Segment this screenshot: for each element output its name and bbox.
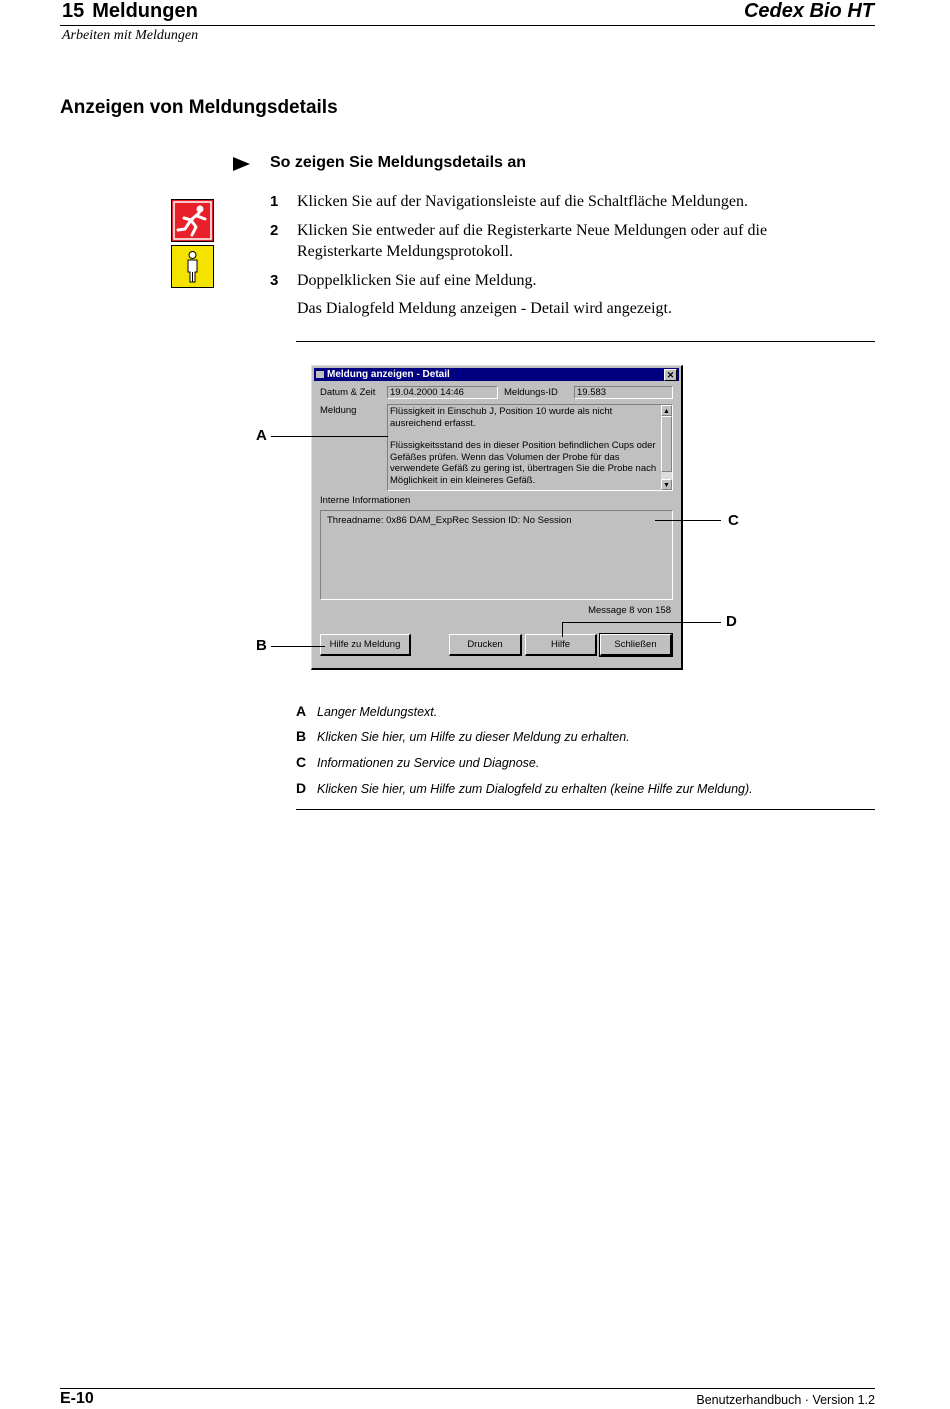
date-label: Datum & Zeit	[320, 387, 376, 398]
page-number: E-10	[60, 1390, 94, 1407]
product-name: Cedex Bio HT	[743, 0, 874, 22]
message-label: Meldung	[320, 405, 357, 416]
legend-key: D	[296, 780, 307, 796]
step-number: 1	[270, 193, 279, 210]
help-button[interactable]: Hilfe	[525, 634, 597, 656]
step-3	[270, 270, 830, 291]
message-text-box[interactable]	[387, 404, 673, 491]
legend-item-c	[296, 754, 539, 770]
step-1	[270, 191, 830, 212]
legend-text: Informationen zu Service und Diagnose.	[317, 756, 540, 770]
callout-b-line	[271, 646, 325, 647]
message-id-field: 19.583	[574, 386, 673, 399]
legend-text: Langer Meldungstext.	[317, 705, 438, 719]
legend-key: B	[296, 728, 307, 744]
close-icon[interactable]: ✕	[664, 369, 677, 381]
legend-text: Klicken Sie hier, um Hilfe zu dieser Meldung zu erhalten.	[317, 730, 630, 744]
legend-item-a	[296, 703, 437, 719]
legend-key: C	[296, 754, 307, 770]
figure-top-rule	[296, 341, 875, 342]
message-scrollbar[interactable]	[661, 405, 672, 490]
procedure-title: So zeigen Sie Meldungsdetails an	[270, 154, 527, 171]
scroll-down-icon[interactable]: ▼	[661, 479, 672, 490]
person-icon	[171, 245, 214, 288]
legend-item-d	[296, 780, 753, 796]
callout-d: D	[726, 613, 737, 630]
footer-rule	[60, 1388, 875, 1389]
section-title: Anzeigen von Meldungsdetails	[60, 97, 338, 118]
chapter-number: 15	[62, 0, 85, 22]
internal-info-box[interactable]	[320, 510, 673, 600]
legend-key: A	[296, 703, 307, 719]
window-menu-icon[interactable]	[316, 371, 324, 378]
internal-info-text: Threadname: 0x86 DAM_ExpRec Session ID: No Session	[327, 515, 572, 526]
legend-text: Klicken Sie hier, um Hilfe zum Dialogfeld zu erhalten (keine Hilfe zur Meldung).	[317, 782, 753, 796]
dialog-titlebar[interactable]	[314, 368, 679, 381]
step-2	[270, 220, 830, 262]
callout-a: A	[256, 427, 267, 444]
close-button[interactable]: Schließen	[600, 634, 672, 656]
running-person-icon	[171, 199, 214, 242]
scroll-up-icon[interactable]: ▲	[661, 405, 672, 416]
figure-bottom-rule	[296, 809, 875, 810]
step-number: 3	[270, 272, 279, 289]
callout-a-line	[271, 436, 388, 437]
message-id-label: Meldungs-ID	[504, 387, 558, 398]
print-button[interactable]: Drucken	[449, 634, 522, 656]
step-text: Klicken Sie auf der Navigationsleiste auf die Schaltfläche Meldungen.	[297, 193, 748, 210]
legend-item-b	[296, 728, 630, 744]
help-message-button[interactable]: Hilfe zu Meldung	[320, 634, 411, 656]
step-text: Klicken Sie entweder auf die Registerkarte Neue Meldungen oder auf die Registerkarte Meldungsprotokoll.	[297, 222, 768, 260]
dialog-title: Meldung anzeigen - Detail	[327, 369, 450, 380]
internal-info-label: Interne Informationen	[320, 495, 411, 506]
callout-b: B	[256, 637, 267, 654]
date-field: 19.04.2000 14:46	[387, 386, 498, 399]
message-line-2: Flüssigkeitsstand des in dieser Position befindlichen Cups oder Gefäßes prüfen. Wenn das Volumen der Probe für das verwendete Gefäß zu gering ist, übertragen Sie die Probe nach Möglichkeit in ein kleineres Gefäß.	[390, 440, 657, 486]
header-subtitle: Arbeiten mit Meldungen	[62, 28, 199, 43]
callout-c: C	[728, 512, 739, 529]
message-line-1: Flüssigkeit in Einschub J, Position 10 wurde als nicht ausreichend erfasst.	[390, 406, 613, 429]
scroll-thumb[interactable]	[661, 416, 672, 472]
chapter-heading	[62, 0, 198, 23]
step-result: Das Dialogfeld Meldung anzeigen - Detail wird angezeigt.	[297, 300, 672, 317]
message-detail-dialog	[311, 365, 683, 670]
callout-d-line	[562, 622, 721, 623]
callout-d-drop	[562, 622, 563, 637]
procedure-arrow-icon	[233, 157, 250, 171]
callout-c-line	[655, 520, 721, 521]
step-number: 2	[270, 222, 279, 239]
message-counter: Message 8 von 158	[588, 605, 671, 616]
step-text: Doppelklicken Sie auf eine Meldung.	[297, 272, 537, 289]
header-rule	[60, 25, 875, 26]
document-version: Benutzerhandbuch · Version 1.2	[696, 1393, 875, 1407]
chapter-title: Meldungen	[92, 0, 198, 22]
